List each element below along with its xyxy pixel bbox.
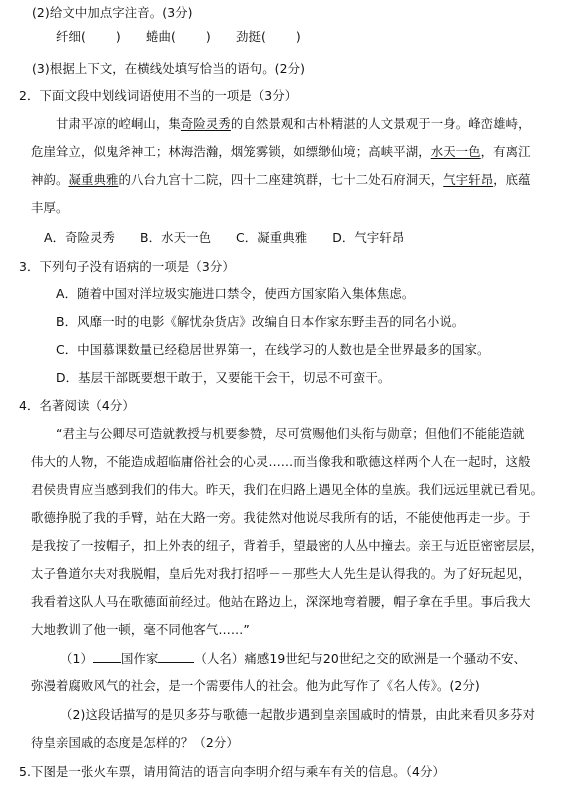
q3-option-a: A．随着中国对洋垃圾实施进口禁令，使西方国家陷入集体焦虑。 [56,286,415,301]
answer-blank[interactable] [93,650,121,663]
q3-sub-question: (3)根据上下文，在横线处填写恰当的语句。(2分) [32,61,306,76]
quote-line: “君主与公卿尽可造就教授与机要参赞，尽可赏赐他们头衔与勋章；但他们不能能造就 [56,426,525,441]
quote-line: 伟大的人物，不能造成超临庸俗社会的心灵……而当像我和歌德这样两个人在一起时，这般 [31,454,531,469]
q2-passage-line-3: 神韵。凝重典雅的八台九宫十二院，四十二座建筑群，七十二处石府洞天，气宇轩昂，底蕴 [31,172,531,187]
quote-line: 我看着这队人马在歌德面前经过。他站在路边上，深深地弯着腰，帽子拿在手里。事后我大 [31,594,531,609]
question-2-stem: 2．下面文段中划线词语使用不当的一项是（3分） [19,88,298,103]
quote-line: 是我按了一按帽子，扣上外表的纽子，背着手，望最密的人丛中撞去。亲王与近臣密密层层， [31,538,544,553]
pinyin-close: ) [205,29,211,44]
quote-line: 太子鲁道尔夫对我脱帽，皇后先对我打招呼－－那些大人先生是认得我的。为了好玩起见， [31,566,531,581]
q3-option-c: C．中国慕课数量已经稳居世界第一，在线学习的人数也是全世界最多的国家。 [56,342,490,357]
q3-option-d: D．基层干部既要想干敢于，又要能干会干，切忌不可蛮干。 [56,370,391,385]
q4-sub-2-line-2: 待皇亲国戚的态度是怎样的？（2分） [31,735,239,750]
pinyin-item-3 [236,29,301,45]
q2-passage-line-4: 丰厚。 [31,200,69,215]
question-3-stem: 3．下列句子没有语病的一项是（3分） [19,259,235,274]
underlined-phrase: 气宇轩昂 [443,172,494,187]
quote-line: 君侯贵胄应当感到我们的伟大。昨天，我们在归路上遇见全体的皇族。我们远远里就已看见。 [31,482,544,497]
underlined-phrase: 水天一色 [430,144,481,159]
q2-options: A．奇险灵秀 B．水天一色 C．凝重典雅 D．气宇轩昂 [44,230,405,245]
q2-passage-line-1: 甘肃平凉的崆峒山，集奇险灵秀的自然景观和古朴精湛的人文景观于一身。峰峦雄峙， [56,116,531,131]
pinyin-item-2 [146,29,211,45]
underlined-phrase: 凝重典雅 [68,172,119,187]
q4-sub-1-line-1: （1） 国作家 （人名）痛感19世纪与20世纪之交的欧洲是一个骚动不安、 [60,651,527,666]
answer-blank[interactable] [158,650,194,663]
quote-line: 大地教训了他一顿，毫不同他客气……” [31,622,250,637]
q4-sub-1-line-2: 弥漫着腐败风气的社会，是一个需要伟人的社会。他为此写作了《名人传》。(2分) [31,678,480,693]
question-4-stem: 4．名著阅读（4分） [19,398,135,413]
pinyin-word: 纤细( [56,29,86,44]
q2-sub-question: (2)给文中加点字注音。(3分) [32,5,193,20]
pinyin-word: 劲挺( [236,29,266,44]
pinyin-item-1 [56,29,121,45]
question-5-stem: 5.下图是一张火车票，请用简洁的语言向李明介绍与乘车有关的信息。（4分） [19,764,445,779]
q4-sub-2-line-1: （2)这段话描写的是贝多芬与歌德一起散步遇到皇亲国戚时的情景，由此来看贝多芬对 [60,707,536,722]
quote-line: 歌德挣脱了我的手臂，站在大路一旁。我徒然对他说尽我所有的话，不能使他再走一步。于 [31,510,531,525]
underlined-phrase: 奇险灵秀 [180,116,231,131]
pinyin-close: ) [115,29,121,44]
pinyin-close: ) [295,29,301,44]
q2-passage-line-2: 危崖耸立，似鬼斧神工；林海浩瀚，烟笼雾锁，如缥缈仙境；高峡平湖，水天一色，有离江 [31,144,531,159]
pinyin-word: 蜷曲( [146,29,176,44]
q3-option-b: B．风靡一时的电影《解忧杂货店》改编自日本作家东野圭吾的同名小说。 [56,314,465,329]
